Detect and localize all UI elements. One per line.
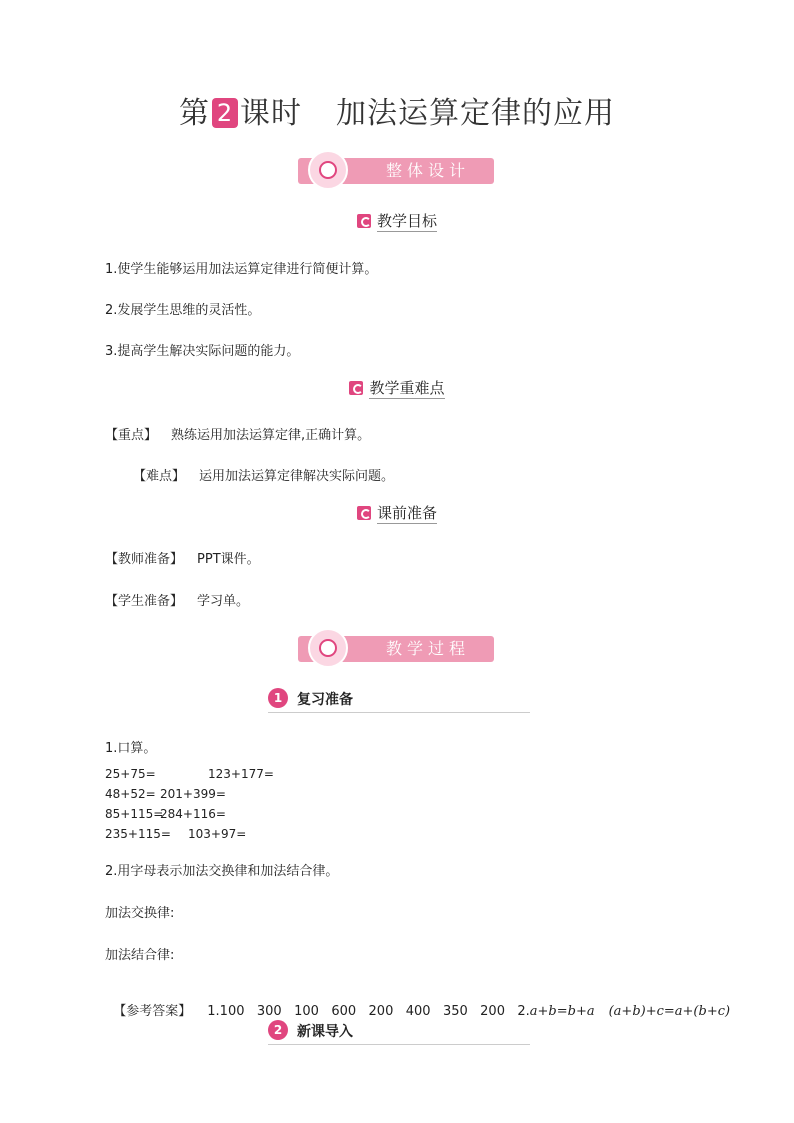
- pennant-icon: [357, 506, 371, 520]
- teacher-prep-label: 【教师准备】: [105, 552, 184, 567]
- teacher-prep-text: PPT课件。: [197, 552, 260, 567]
- pennant-icon: [357, 214, 371, 228]
- goal-item: 2.发展学生思维的灵活性。: [105, 303, 261, 318]
- calc-item: 235+115=: [105, 827, 171, 841]
- section-title: 新课导入: [297, 1024, 353, 1040]
- keypoints-heading-label: 教学重难点: [369, 379, 445, 397]
- target-icon: [308, 628, 348, 668]
- prep-heading-label: 课前准备: [376, 504, 437, 522]
- section-review: [268, 688, 530, 713]
- title-prefix: 第: [179, 96, 210, 131]
- calc-item: 284+116=: [160, 807, 226, 821]
- student-prep-line: [105, 590, 249, 609]
- question-2: 2.用字母表示加法交换律和加法结合律。: [105, 864, 339, 879]
- section-new-lesson: [268, 1020, 530, 1045]
- goal-item: 1.使学生能够运用加法运算定律进行简便计算。: [105, 262, 378, 277]
- title-suffix: 课时: [240, 96, 302, 131]
- difficulty-line: [133, 465, 394, 484]
- difficulty-text: 运用加法运算定律解决实际问题。: [199, 469, 395, 484]
- focus-line: [105, 424, 370, 443]
- student-prep-text: 学习单。: [197, 594, 250, 609]
- goals-heading-label: 教学目标: [376, 212, 437, 230]
- reference-answer: [105, 985, 730, 1019]
- calc-item: 48+52=: [105, 787, 156, 801]
- section-number-badge: 2: [268, 1020, 288, 1040]
- book-icon: [308, 150, 348, 190]
- prep-heading: [0, 502, 794, 523]
- calc-item: 85+115=: [105, 807, 164, 821]
- associative-formula: (a+b)+c=a+(b+c): [608, 1004, 731, 1019]
- banner-label: 整体设计: [385, 161, 470, 180]
- oral-calc-heading: 1.口算。: [105, 741, 157, 756]
- focus-label: 【重点】: [105, 428, 158, 443]
- calc-item: 25+75=: [105, 767, 156, 781]
- commutative-law-line: 加法交换律:: [105, 906, 175, 921]
- focus-text: 熟练运用加法运算定律,正确计算。: [171, 428, 371, 443]
- calc-item: 103+97=: [188, 827, 247, 841]
- teacher-prep-line: [105, 548, 260, 567]
- banner-label: 教学过程: [385, 639, 470, 658]
- banner-overall-design: [298, 158, 494, 184]
- goals-heading: [0, 210, 794, 231]
- pennant-icon: [349, 381, 363, 395]
- associative-law-line: 加法结合律:: [105, 948, 175, 963]
- keypoints-heading: [0, 377, 794, 398]
- calc-item: 123+177=: [208, 767, 274, 781]
- difficulty-label: 【难点】: [133, 469, 186, 484]
- student-prep-label: 【学生准备】: [105, 594, 184, 609]
- page-title: [0, 88, 794, 132]
- calc-item: 201+399=: [160, 787, 226, 801]
- title-main: 加法运算定律的应用: [336, 96, 615, 131]
- goal-item: 3.提高学生解决实际问题的能力。: [105, 344, 300, 359]
- answer-label: 【参考答案】: [113, 1004, 192, 1019]
- answer-values: 1.100 300 100 600 200 400 350 200 2.: [207, 1004, 530, 1019]
- section-number-badge: 1: [268, 688, 288, 708]
- banner-teaching-process: [298, 636, 494, 662]
- section-title: 复习准备: [297, 692, 353, 708]
- commutative-formula: a+b=b+a: [529, 1004, 595, 1019]
- lesson-number-badge: 2: [212, 98, 238, 128]
